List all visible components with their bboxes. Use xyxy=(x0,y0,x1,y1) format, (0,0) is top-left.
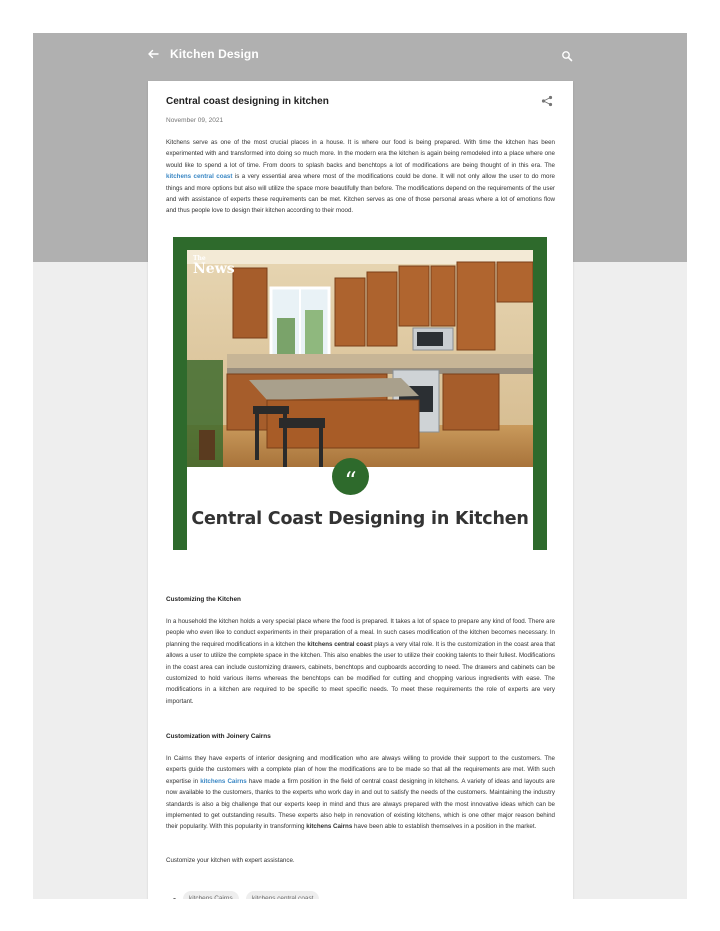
kitchen-illustration xyxy=(187,250,533,467)
section2-paragraph xyxy=(166,753,555,833)
section-heading-joinery: Customization with Joinery Cairns xyxy=(166,733,271,740)
label-chip-kitchens-central-coast[interactable]: kitchens central coast xyxy=(246,891,319,899)
section1-text-b: plays a very vital role. It is the customization in the coast area that allows a user to utilize the complete space in the kitchen. This also enables the user to utilize their cooking talents to their fullest. Modifications in the coast area can include customizing drawers, cabinets, benchtops and cupboards according to need. The drawers and cabinets can be customized to hold various items whereas the benchtops can be modified for cutting and chopping various ingredients with ease. The modifications in a kitchen are required to be specific to meet specific needs. To meet these requirements the role of experts are very important. xyxy=(166,640,556,705)
section2-text-a: In Cairns they have experts of interior designing and modification who are always willing to provide their support to the customers. The experts guide the customers with a complete plan of how the modifications are to be made so that all the requirements are met. With such expertise in xyxy=(166,755,555,785)
section1-bold: kitchens central coast xyxy=(307,640,373,648)
label-chip-kitchens-cairns[interactable]: kitchens Cairns xyxy=(183,891,239,899)
intro-paragraph xyxy=(166,137,555,217)
section-heading-customizing: Customizing the Kitchen xyxy=(166,596,241,603)
back-arrow-icon[interactable] xyxy=(146,47,160,61)
kitchen-photo xyxy=(187,250,533,467)
section2-text-b: have made a firm position in the field of central coast designing in kitchens. A variety of ideas and layouts are now available to the customers, thanks to the experts who work day in and out to satisfy the needs of the customers. Maintaining the industry standards is also a big challenge that our experts keep in mind and thus are always prepared with the most innovative ideas which can be implemented to get outstanding results. These experts also help in renovation of existing kitchens, which is one other major reason behind their popularity. With this popularity in transforming xyxy=(166,777,555,831)
hero-caption-panel xyxy=(187,467,533,550)
intro-text-a: Kitchens serve as one of the most crucial places in a house. It is where our food is being prepared. With time the kitchen has been experimented with and transformed into doing so much more. In the modern era the kitchen is again being remodeled into a place where one would like to spend a lot of time. From doors to splash backs and benchtops a lot of modifications are being thought of in this era. The xyxy=(166,139,555,169)
hero-image xyxy=(173,237,547,550)
intro-text-b: is a very essential area where most of the modifications could be done. It will not only allow the user to do more things and more options but also will utilize the space more beautifully than before. The modifications depend on the requirements of the user and with assistance of experts these requirements can be met. Kitchen serves as one of those personal areas where a lot of emotions flow and thus people love to design their kitchen according to their mood. xyxy=(166,173,555,215)
app-title[interactable]: Kitchen Design xyxy=(170,47,259,61)
quote-icon: “ xyxy=(332,458,369,495)
search-icon[interactable] xyxy=(561,50,573,62)
label-icon xyxy=(173,898,176,899)
post-title: Central coast designing in kitchen xyxy=(166,96,329,107)
hero-caption: Central Coast Designing in Kitchen xyxy=(191,509,529,529)
post-card xyxy=(148,81,573,899)
closing-line: Customize your kitchen with expert assistance. xyxy=(166,857,295,864)
share-icon[interactable] xyxy=(541,95,553,107)
section1-text-a: In a household the kitchen holds a very special place where the food is prepared. It takes a lot of space to prepare any kind of food. There are people who even like to conduct experiments in their preparation of a meal. In such cases modification of the kitchen becomes necessary. In planning the required modifications in a kitchen the xyxy=(166,618,555,648)
logo-news: News xyxy=(193,261,235,277)
section2-text-c: have been able to establish themselves in a position in the market. xyxy=(352,823,537,831)
section2-bold: kitchens Cairns xyxy=(306,823,353,831)
kitchens-central-coast-link[interactable]: kitchens central coast xyxy=(166,173,233,181)
the-news-logo xyxy=(193,256,235,276)
section1-paragraph xyxy=(166,616,555,707)
app-bar xyxy=(33,33,687,79)
post-date: November 09, 2021 xyxy=(166,117,224,124)
page-frame xyxy=(33,33,687,899)
logo-the: The xyxy=(193,255,206,262)
kitchens-cairns-link[interactable]: kitchens Cairns xyxy=(200,777,247,785)
